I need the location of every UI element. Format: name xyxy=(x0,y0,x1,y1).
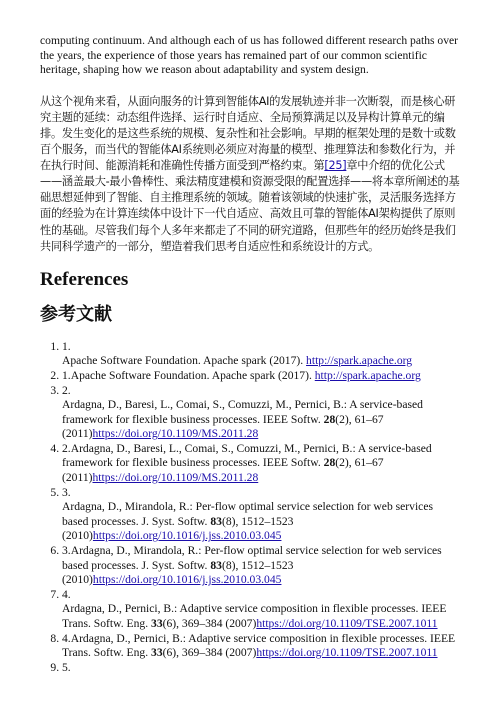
reference-item: 8. 4.Ardagna, D., Pernici, B.: Adaptive service composition in flexible processes. IEEE Trans. Softw. Eng. 33(6), 369–384 (2007)https://doi.org/10.1109/TSE.2007.1011 xyxy=(62,632,462,661)
reference-list xyxy=(40,340,462,676)
chinese-paragraph-part-1: 从这个视角来看，从面向服务的计算到智能体AI的发展轨迹并非一次断裂，而是核心研究主题的延续：动态组件选择、运行时自适应、全局预算满足以及异构计算单元的编排。发生变化的是这些系统的规模、复杂性和社会影响。早期的框架处理的是数十或数百个服务，而当代的智能体AI系统则必须应对海量的模型、推理算法和参数化行为，并在执行时间、能源消耗和准确性传播方面受到严格约束。第 xyxy=(40,94,456,173)
reference-item: 1. 1. Apache Software Foundation. Apache spark (2017). http://spark.apache.org xyxy=(62,340,462,369)
reference-item: 7. 4. Ardagna, D., Pernici, B.: Adaptive service composition in flexible processes. IEEE Trans. Softw. Eng. 33(6), 369–384 (2007)https://doi.org/10.1109/TSE.2007.1011 xyxy=(62,588,462,632)
reference-item: 4. 2.Ardagna, D., Baresi, L., Comai, S., Comuzzi, M., Pernici, B.: A service-based framework for flexible business processes. IEEE Softw. 28(2), 61–67 (2011)https://doi.org/10.1109/MS.2011.28 xyxy=(62,442,462,486)
reference-link[interactable]: https://doi.org/10.1109/MS.2011.28 xyxy=(92,427,259,441)
reference-item: 5. 3. Ardagna, D., Mirandola, R.: Per-flow optimal service selection for web services based processes. J. Syst. Softw. 83(8), 1512–1523 (2010)https://doi.org/10.1016/j.jss.2010.03.045 xyxy=(62,486,462,544)
reference-link[interactable]: https://doi.org/10.1109/MS.2011.28 xyxy=(92,471,259,485)
reference-link[interactable]: https://doi.org/10.1109/TSE.2007.1011 xyxy=(256,646,438,660)
reference-link[interactable]: https://doi.org/10.1109/TSE.2007.1011 xyxy=(256,617,438,630)
english-paragraph: computing continuum. And although each of us has followed different research paths over the years, the experience of those years has remained part of our common scientific heritage, shaping how we reason about adaptability and system design. xyxy=(40,34,459,77)
reference-item: 3. 2. Ardagna, D., Baresi, L., Comai, S., Comuzzi, M., Pernici, B.: A service-based framework for flexible business processes. IEEE Softw. 28(2), 61–67 (2011)https://doi.org/10.1109/MS.2011.28 xyxy=(62,384,462,442)
reference-item: 6. 3.Ardagna, D., Mirandola, R.: Per-flow optimal service selection for web services based processes. J. Syst. Softw. 83(8), 1512–1523 (2010)https://doi.org/10.1016/j.jss.2010.03.045 xyxy=(62,544,462,588)
reference-link[interactable]: https://doi.org/10.1016/j.jss.2010.03.045 xyxy=(92,573,282,587)
reference-link[interactable]: http://spark.apache.org xyxy=(306,354,413,368)
references-heading-zh: 参考文献 xyxy=(40,303,112,325)
reference-item: 9. 5. xyxy=(62,661,462,676)
reference-link[interactable]: http://spark.apache.org xyxy=(314,368,421,382)
document-page xyxy=(40,34,462,675)
reference-item: 2. 1.Apache Software Foundation. Apache spark (2017). http://spark.apache.org xyxy=(62,369,462,384)
chinese-paragraph xyxy=(40,94,462,255)
references-heading: References xyxy=(40,268,129,290)
reference-link[interactable]: https://doi.org/10.1016/j.jss.2010.03.045 xyxy=(92,529,282,543)
chinese-paragraph-part-2: 章中介绍的优化公式——涵盖最大-最小鲁棒性、乘法精度建模和资源受限的配置选择——将本章所阐述的基础思想延伸到了智能、自主推理系统的领域。随着该领域的快速扩张，灵活服务选择方面的经验为在计算连续体中设计下一代自适应、高效且可靠的智能体AI架构提供了原则性的基础。尽管我们每个人多年来都走了不同的研究道路，但那些年的经历始终是我们共同科学遗产的一部分，塑造着我们思考自适应性和系统设计的方式。 xyxy=(40,159,460,253)
citation-link[interactable]: [25] xyxy=(324,159,347,173)
